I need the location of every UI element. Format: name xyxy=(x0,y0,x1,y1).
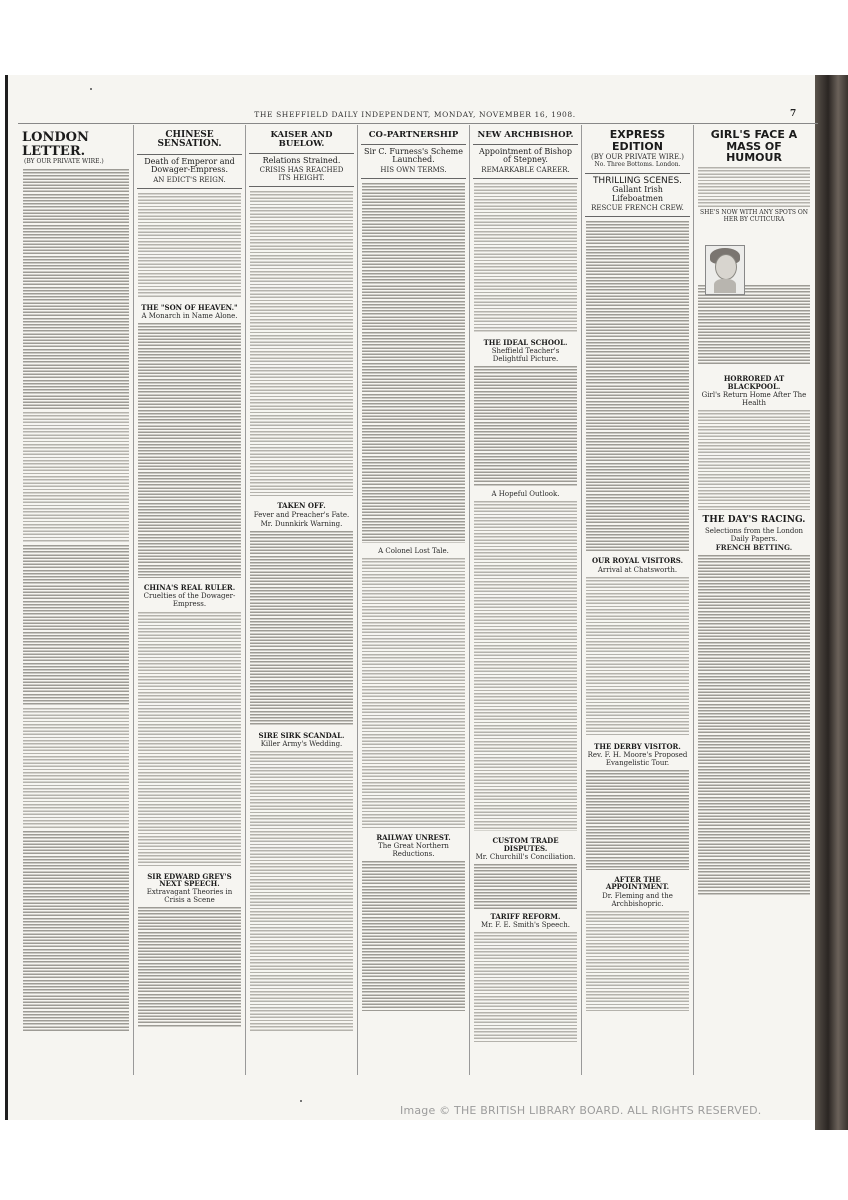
article-body xyxy=(474,366,577,486)
paper-speck xyxy=(300,1100,302,1102)
subheading: (BY OUR PRIVATE WIRE.) xyxy=(24,158,104,166)
subheading: CRISIS HAS REACHED ITS HEIGHT. xyxy=(259,166,344,183)
subheading: The Great Northern Reductions. xyxy=(378,842,449,859)
article-body xyxy=(23,708,129,828)
column-kaiser-buelow xyxy=(247,125,356,1080)
subheading: A Colonel Lost Tale. xyxy=(378,546,449,555)
section-heading: SIR EDWARD GREY'S NEXT SPEECH. xyxy=(147,871,232,888)
section-heading: CUSTOM TRADE DISPUTES. xyxy=(492,836,559,853)
article-body xyxy=(362,183,465,543)
article-body xyxy=(138,323,241,578)
article-body xyxy=(138,907,241,1027)
subheading: Mr. F. E. Smith's Speech. xyxy=(481,921,570,930)
subheading: No. Three Bottoms. London. xyxy=(594,161,681,169)
headline-deck xyxy=(361,144,466,179)
headline-deck xyxy=(473,144,578,179)
advert-body xyxy=(698,285,810,365)
column-rule xyxy=(133,125,134,1075)
advert-portrait-image xyxy=(705,245,745,295)
portrait-face xyxy=(715,254,737,280)
paper-speck xyxy=(90,88,92,90)
column-rule xyxy=(469,125,470,1075)
headline: EXPRESS EDITION xyxy=(609,128,666,153)
advert-body xyxy=(698,167,810,207)
headline: LONDON LETTER. xyxy=(22,130,89,159)
subheading: SHE'S NOW WITH ANY SPOTS ON HER BY CUTICURA xyxy=(699,208,809,223)
article-body xyxy=(362,861,465,1011)
deck: Relations Strained. xyxy=(262,155,341,165)
deck: Death of Emperor and Dowager-Empress. xyxy=(144,156,235,175)
subheading: Arrival at Chatsworth. xyxy=(597,565,678,574)
subheading: HIS OWN TERMS. xyxy=(380,165,447,174)
subheading: RESCUE FRENCH CREW. xyxy=(591,204,684,213)
section-heading: OUR ROYAL VISITORS. xyxy=(591,556,684,566)
subheading: Dr. Fleming and the Archbishopric. xyxy=(602,891,673,908)
subheading: Extravagant Theories in Crisis a Scene xyxy=(146,888,233,905)
section-heading: RAILWAY UNREST. xyxy=(376,832,451,842)
subheading: Mr. Dunnkirk Warning. xyxy=(260,519,343,528)
column-chinese-sensation xyxy=(135,125,244,1080)
subheading: Fever and Preacher's Fate. xyxy=(253,510,350,519)
deck: Gallant Irish Lifeboatmen xyxy=(612,185,663,203)
subheading: Selections from the London Daily Papers. xyxy=(704,526,804,543)
headline: KAISER AND BUELOW. xyxy=(270,130,333,149)
advert-headline: GIRL'S FACE A MASS OF HUMOUR xyxy=(710,128,798,165)
racing-listings xyxy=(698,555,810,895)
article-body xyxy=(698,410,810,510)
section-heading: THE DERBY VISITOR. xyxy=(594,741,681,751)
section-heading: AFTER THE APPOINTMENT. xyxy=(605,875,670,892)
headline-deck xyxy=(585,173,690,217)
column-rule xyxy=(693,125,694,1075)
portrait-shoulders xyxy=(714,279,736,293)
subheading: Girl's Return Home After The Health xyxy=(701,391,807,408)
subheading: Sheffield Teacher's Delightful Picture. xyxy=(491,347,560,364)
article-body xyxy=(586,911,689,1011)
article-body xyxy=(474,932,577,1042)
article-body xyxy=(474,183,577,333)
column-rule xyxy=(245,125,246,1075)
article-body xyxy=(250,751,353,1031)
article-body xyxy=(23,545,129,705)
headline-deck xyxy=(137,154,242,189)
article-body xyxy=(23,169,129,409)
column-co-partnership xyxy=(359,125,468,1080)
article-body xyxy=(586,577,689,737)
section-heading: CHINA'S REAL RULER. xyxy=(143,583,236,593)
column-express-edition xyxy=(583,125,692,1080)
section-heading: THE "SON OF HEAVEN." xyxy=(141,302,238,312)
subheading: FRENCH BETTING. xyxy=(715,542,793,552)
subheading: Cruelties of the Dowager-Empress. xyxy=(143,592,236,609)
headline: NEW ARCHBISHOP. xyxy=(477,130,574,140)
deck: Appointment of Bishop of Stepney. xyxy=(479,146,572,165)
article-body xyxy=(138,612,241,867)
article-body xyxy=(250,191,353,496)
deck: Sir C. Furness's Scheme Launched. xyxy=(364,146,463,165)
section-heading: HORRORED AT BLACKPOOL. xyxy=(723,374,785,391)
masthead-rule xyxy=(18,123,818,124)
article-body xyxy=(474,864,577,909)
subheading: (BY OUR PRIVATE WIRE.) xyxy=(590,153,685,162)
article-body xyxy=(586,221,689,551)
article-body xyxy=(23,412,129,542)
section-heading: SIRE SIRK SCANDAL. xyxy=(258,730,345,740)
subheading: Killer Army's Wedding. xyxy=(260,740,343,749)
section-heading: THE IDEAL SCHOOL. xyxy=(483,337,568,347)
book-spine xyxy=(815,75,848,1130)
article-body xyxy=(138,193,241,298)
column-new-archbishop xyxy=(471,125,580,1080)
deck: THRILLING SCENES. xyxy=(592,176,683,187)
page-number: 7 xyxy=(790,109,797,119)
column-rule xyxy=(357,125,358,1075)
copyright-credit: Image © THE BRITISH LIBRARY BOARD. ALL RIGHTS RESERVED. xyxy=(400,1104,762,1117)
article-body xyxy=(586,770,689,870)
subheading: Rev. F. H. Moore's Proposed Evangelistic Tour. xyxy=(587,751,688,768)
subheading: A Monarch in Name Alone. xyxy=(141,312,238,321)
subheading: Mr. Churchill's Conciliation. xyxy=(475,852,576,861)
article-body xyxy=(250,531,353,726)
subheading: AN EDICT'S REIGN. xyxy=(153,175,226,184)
subheading: A Hopeful Outlook. xyxy=(491,490,560,499)
headline: CHINESE SENSATION. xyxy=(157,130,222,150)
section-heading: THE DAY'S RACING. xyxy=(702,515,806,526)
column-rule xyxy=(581,125,582,1075)
section-heading: TAKEN OFF. xyxy=(277,501,326,511)
section-heading: TARIFF REFORM. xyxy=(490,911,561,921)
article-body xyxy=(362,558,465,828)
headline-deck xyxy=(249,153,354,187)
masthead: THE SHEFFIELD DAILY INDEPENDENT, MONDAY, NOVEMBER 16, 1908. xyxy=(254,110,576,119)
headline: CO-PARTNERSHIP xyxy=(368,130,459,140)
article-body xyxy=(23,831,129,1031)
column-london-letter xyxy=(20,125,132,1080)
article-body xyxy=(474,501,577,831)
subheading: REMARKABLE CAREER. xyxy=(481,165,570,174)
